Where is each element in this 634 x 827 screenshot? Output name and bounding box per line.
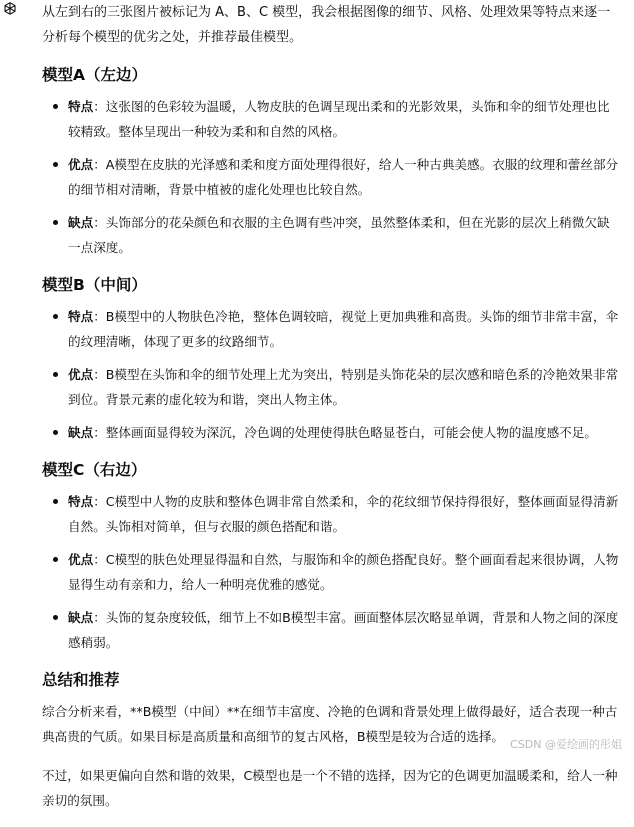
summary-paragraph: 综合分析来看，**B模型（中间）**在细节丰富度、冷艳的色调和背景处理上做得最好，适合表现一种古典高贵的气质。如果目标是高质量和高细节的复古风格，B模型是较为合适的选择。: [42, 704, 618, 744]
list-item: [42, 94, 620, 144]
item-colon: ：: [93, 425, 106, 440]
section-title: 模型A（左边）: [42, 66, 147, 84]
item-text: 这张图的色彩较为温暖，人物皮肤的色调呈现出柔和的光影效果，头饰和伞的细节处理也比较精致。整体呈现出一种较为柔和和自然的风格。: [68, 99, 610, 139]
item-text: B模型中的人物肤色冷艳，整体色调较暗，视觉上更加典雅和高贵。头饰的细节非常丰富，伞的纹理清晰，体现了更多的纹路细节。: [68, 309, 619, 349]
item-colon: ：: [93, 552, 106, 567]
item-text: 头饰的复杂度较低，细节上不如B模型丰富。画面整体层次略显单调，背景和人物之间的深度感稍弱。: [68, 610, 619, 650]
intro-paragraph: 从左到右的三张图片被标记为 A、B、C 模型，我会根据图像的细节、风格、处理效果等特点来逐一分析每个模型的优劣之处，并推荐最佳模型。: [42, 5, 611, 45]
list-item: [42, 605, 620, 655]
summary-paragraph: 不过，如果更偏向自然和谐的效果，C模型也是一个不错的选择，因为它的色调更加温暖柔和，给人一种亲切的氛围。: [42, 768, 618, 808]
assistant-message: [42, 0, 620, 827]
list-item: [42, 304, 620, 354]
item-text: 头饰部分的花朵颜色和衣服的主色调有些冲突，虽然整体柔和，但在光影的层次上稍微欠缺一点深度。: [68, 215, 610, 255]
section-title: 模型C（右边）: [42, 461, 147, 479]
item-label: 特点: [68, 99, 94, 114]
list-item: [42, 489, 620, 539]
section-model-a: [42, 64, 620, 260]
section-model-c: [42, 459, 620, 655]
item-text: C模型的肤色处理显得温和自然，与服饰和伞的颜色搭配良好。整个画面看起来很协调，人物显得生动有亲和力，给人一种明亮优雅的感觉。: [68, 552, 619, 592]
item-colon: ：: [93, 99, 106, 114]
section-title: 总结和推荐: [42, 671, 120, 689]
list-item: [42, 547, 620, 597]
section-title: 模型B（中间）: [42, 276, 147, 294]
bullet-list: [42, 304, 620, 445]
item-label: 优点: [68, 157, 94, 172]
item-colon: ：: [93, 367, 106, 382]
bullet-list: [42, 489, 620, 655]
bullet-list: [42, 94, 620, 260]
list-item: [42, 362, 620, 412]
openai-logo-icon: [2, 1, 18, 17]
item-colon: ：: [93, 309, 106, 324]
item-text: A模型在皮肤的光泽感和柔和度方面处理得很好，给人一种古典美感。衣服的纹理和蕾丝部分的细节相对清晰，背景中植被的虚化处理也比较自然。: [68, 157, 619, 197]
list-item: [42, 152, 620, 202]
item-colon: ：: [93, 215, 106, 230]
item-colon: ：: [93, 494, 106, 509]
watermark: CSDN @爱绘画的彤姐: [510, 738, 622, 751]
item-text: 整体画面显得较为深沉，冷色调的处理使得肤色略显苍白，可能会使人物的温度感不足。: [105, 425, 597, 440]
item-text: C模型中人物的皮肤和整体色调非常自然柔和，伞的花纹细节保持得很好，整体画面显得清新自然。头饰相对简单，但与衣服的颜色搭配和谐。: [68, 494, 619, 534]
item-colon: ：: [93, 157, 106, 172]
item-label: 缺点: [68, 610, 94, 625]
list-item: [42, 210, 620, 260]
item-colon: ：: [93, 610, 106, 625]
item-text: B模型在头饰和伞的细节处理上尤为突出，特别是头饰花朵的层次感和暗色系的冷艳效果非常到位。背景元素的虚化较为和谐，突出人物主体。: [68, 367, 619, 407]
item-label: 缺点: [68, 215, 94, 230]
item-label: 优点: [68, 367, 94, 382]
item-label: 特点: [68, 309, 94, 324]
item-label: 缺点: [68, 425, 94, 440]
section-model-b: [42, 274, 620, 445]
item-label: 优点: [68, 552, 94, 567]
item-label: 特点: [68, 494, 94, 509]
list-item: [42, 420, 620, 445]
